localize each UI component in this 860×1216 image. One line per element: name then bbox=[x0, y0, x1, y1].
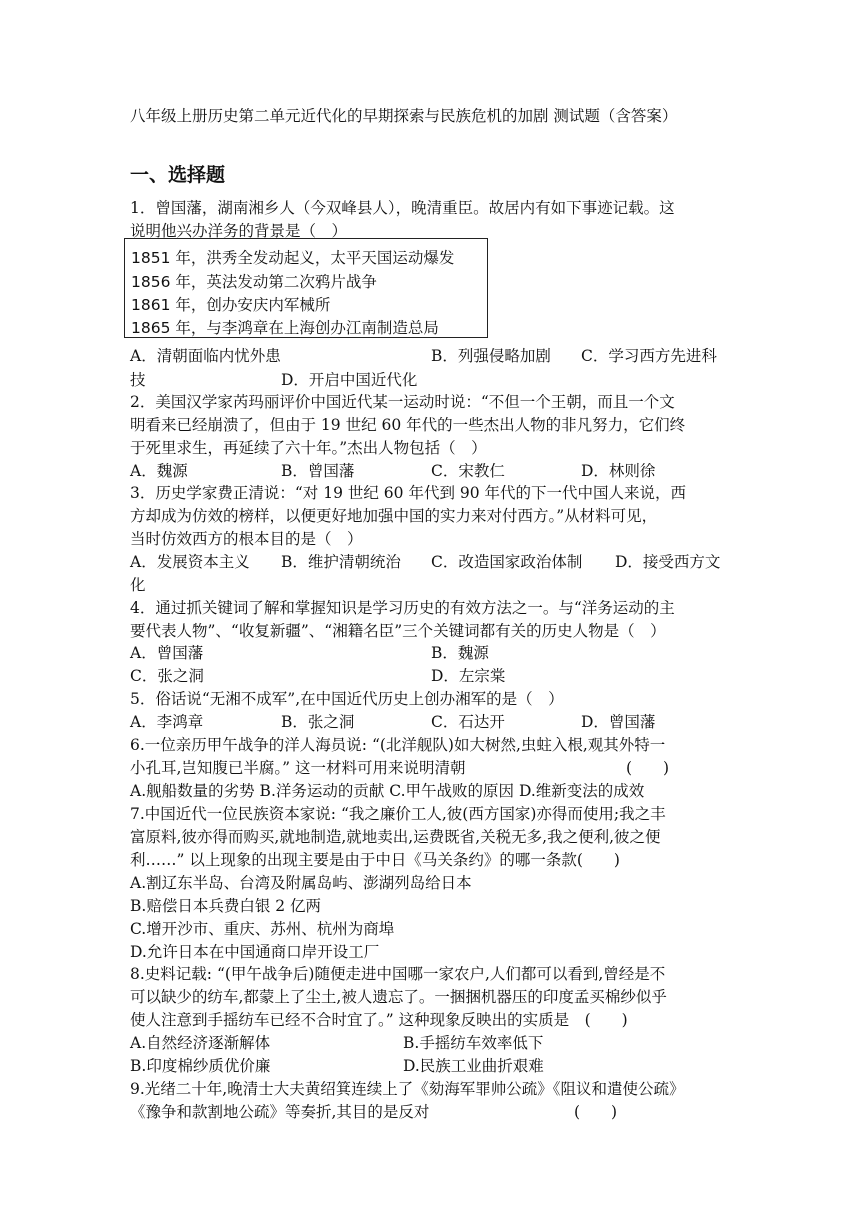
question-6-text: 6.一位亲历甲午战争的洋人海员说: “(北洋舰队)如大树然,虫蛀入根,观其外特一 bbox=[130, 736, 666, 754]
option-c: C．改造国家政治体制 bbox=[431, 553, 583, 571]
option-a: A．清朝面临内忧外患 bbox=[130, 347, 281, 365]
material-line: 1865 年，与李鸿章在上海创办江南制造总局 bbox=[131, 319, 439, 337]
option-b: B．列强侵略加剧 bbox=[431, 347, 551, 365]
option-c: C.增开沙市、重庆、苏州、杭州为商埠 bbox=[130, 920, 395, 938]
question-9-text: 9.光绪二十年,晚清士大夫黄绍箕连续上了《劾海军罪帅公疏》《阻议和遣使公疏》 bbox=[130, 1080, 685, 1098]
question-2-text: 明看来已经崩溃了，但由于 19 世纪 60 年代的一些杰出人物的非凡努力，它们终 bbox=[130, 416, 686, 434]
material-line: 1861 年，创办安庆内军械所 bbox=[131, 296, 331, 314]
option-c: C．张之洞 bbox=[130, 667, 204, 685]
option-b: B.手摇纺车效率低下 bbox=[403, 1034, 544, 1052]
option-d: D．开启中国近代化 bbox=[281, 371, 418, 389]
option-d: D.民族工业曲折艰难 bbox=[403, 1057, 544, 1075]
option-b: B．曾国藩 bbox=[281, 462, 355, 480]
option-d: D．林则徐 bbox=[581, 462, 656, 480]
question-1-text: 说明他兴办洋务的背景是（ ） bbox=[130, 222, 348, 240]
question-8-text: 使人注意到手摇纺车已经不合时宜了。” 这种现象反映出的实质是 ( ) bbox=[130, 1011, 628, 1029]
question-5-text: 5．俗话说“无湘不成军”,在中国近代历史上创办湘军的是（ ） bbox=[130, 690, 564, 708]
option-d: D．接受西方文 bbox=[615, 553, 721, 571]
option-a: A．李鸿章 bbox=[130, 713, 204, 731]
option-b: B．魏源 bbox=[431, 644, 489, 662]
option-d: D.允许日本在中国通商口岸开设工厂 bbox=[130, 943, 380, 961]
option-b: B.赔偿日本兵费白银 2 亿两 bbox=[130, 897, 322, 915]
material-line: 1851 年，洪秀全发动起义，太平天国运动爆发 bbox=[131, 249, 455, 267]
option-d: D．左宗棠 bbox=[431, 667, 506, 685]
question-3-text: 当时仿效西方的根本目的是（ ） bbox=[130, 530, 363, 548]
option-a: A.割辽东半岛、台湾及附属岛屿、澎湖列岛给日本 bbox=[130, 874, 472, 892]
answer-bracket: ( ) bbox=[626, 759, 670, 777]
option-d: D．曾国藩 bbox=[581, 713, 656, 731]
option-b: B．张之洞 bbox=[281, 713, 355, 731]
section-heading: 一、选择题 bbox=[130, 164, 226, 186]
option-c: C．学习西方先进科 bbox=[581, 347, 717, 365]
question-7-text: 7.中国近代一位民族资本家说: “我之廉价工人,彼(西方国家)亦得而使用;我之丰 bbox=[130, 805, 666, 823]
option-c: B.印度棉纱质优价廉 bbox=[130, 1057, 271, 1075]
option-a: A．魏源 bbox=[130, 462, 188, 480]
question-8-text: 可以缺少的纺车,都蒙上了尘土,被人遗忘了。一捆捆机器压的印度孟买棉纱似乎 bbox=[130, 988, 667, 1006]
option-a: A．发展资本主义 bbox=[130, 553, 250, 571]
option-a: A.自然经济逐渐解体 bbox=[130, 1034, 271, 1052]
option-d-continued: 化 bbox=[130, 576, 146, 594]
answer-bracket: ( ) bbox=[574, 1103, 618, 1121]
option-c: C．石达开 bbox=[431, 713, 505, 731]
question-8-text: 8.史料记载: “(甲午战争后)随便走进中国哪一家农户,人们都可以看到,曾经是不 bbox=[130, 965, 666, 983]
question-2-text: 2．美国汉学家芮玛丽评价中国近代某一运动时说：“不但一个王朝，而且一个文 bbox=[130, 393, 675, 411]
question-1-text: 1．曾国藩，湖南湘乡人（今双峰县人），晚清重臣。故居内有如下事迹记载。这 bbox=[130, 199, 675, 217]
option-b: B．维护清朝统治 bbox=[281, 553, 401, 571]
question-3-text: 方却成为仿效的榜样，以便更好地加强中国的实力来对付西方。”从材料可见， bbox=[130, 507, 658, 525]
question-2-text: 于死里求生，再延续了六十年。”杰出人物包括（ ） bbox=[130, 439, 487, 457]
question-6-text: 小孔耳,岂知腹已半腐。” 这一材料可用来说明清朝 bbox=[130, 759, 466, 777]
option-c: C．宋教仁 bbox=[431, 462, 505, 480]
material-line: 1856 年，英法发动第二次鸦片战争 bbox=[131, 273, 377, 291]
question-4-text: 4．通过抓关键词了解和掌握知识是学习历史的有效方法之一。与“洋务运动的主 bbox=[130, 599, 675, 617]
question-6-options: A.舰船数量的劣势 B.洋务运动的贡献 C.甲午战败的原因 D.维新变法的成效 bbox=[130, 782, 645, 800]
question-3-text: 3．历史学家费正清说：“对 19 世纪 60 年代到 90 年代的下一代中国人来说，西 bbox=[130, 484, 687, 502]
question-9-text: 《豫争和款割地公疏》等奏折,其目的是反对 bbox=[130, 1103, 430, 1121]
question-7-text: 利……” 以上现象的出现主要是由于中日《马关条约》的哪一条款( ) bbox=[130, 851, 620, 869]
question-7-text: 富原料,彼亦得而购买,就地制造,就地卖出,运费既省,关税无多,我之便利,彼之便 bbox=[130, 828, 661, 846]
document-title: 八年级上册历史第二单元近代化的早期探索与民族危机的加剧 测试题（含答案） bbox=[130, 107, 678, 125]
question-4-text: 要代表人物”、“收复新疆”、“湘籍名臣”三个关键词都有关的历史人物是（ ） bbox=[130, 622, 666, 640]
option-c-continued: 技 bbox=[130, 371, 146, 389]
option-a: A．曾国藩 bbox=[130, 644, 204, 662]
